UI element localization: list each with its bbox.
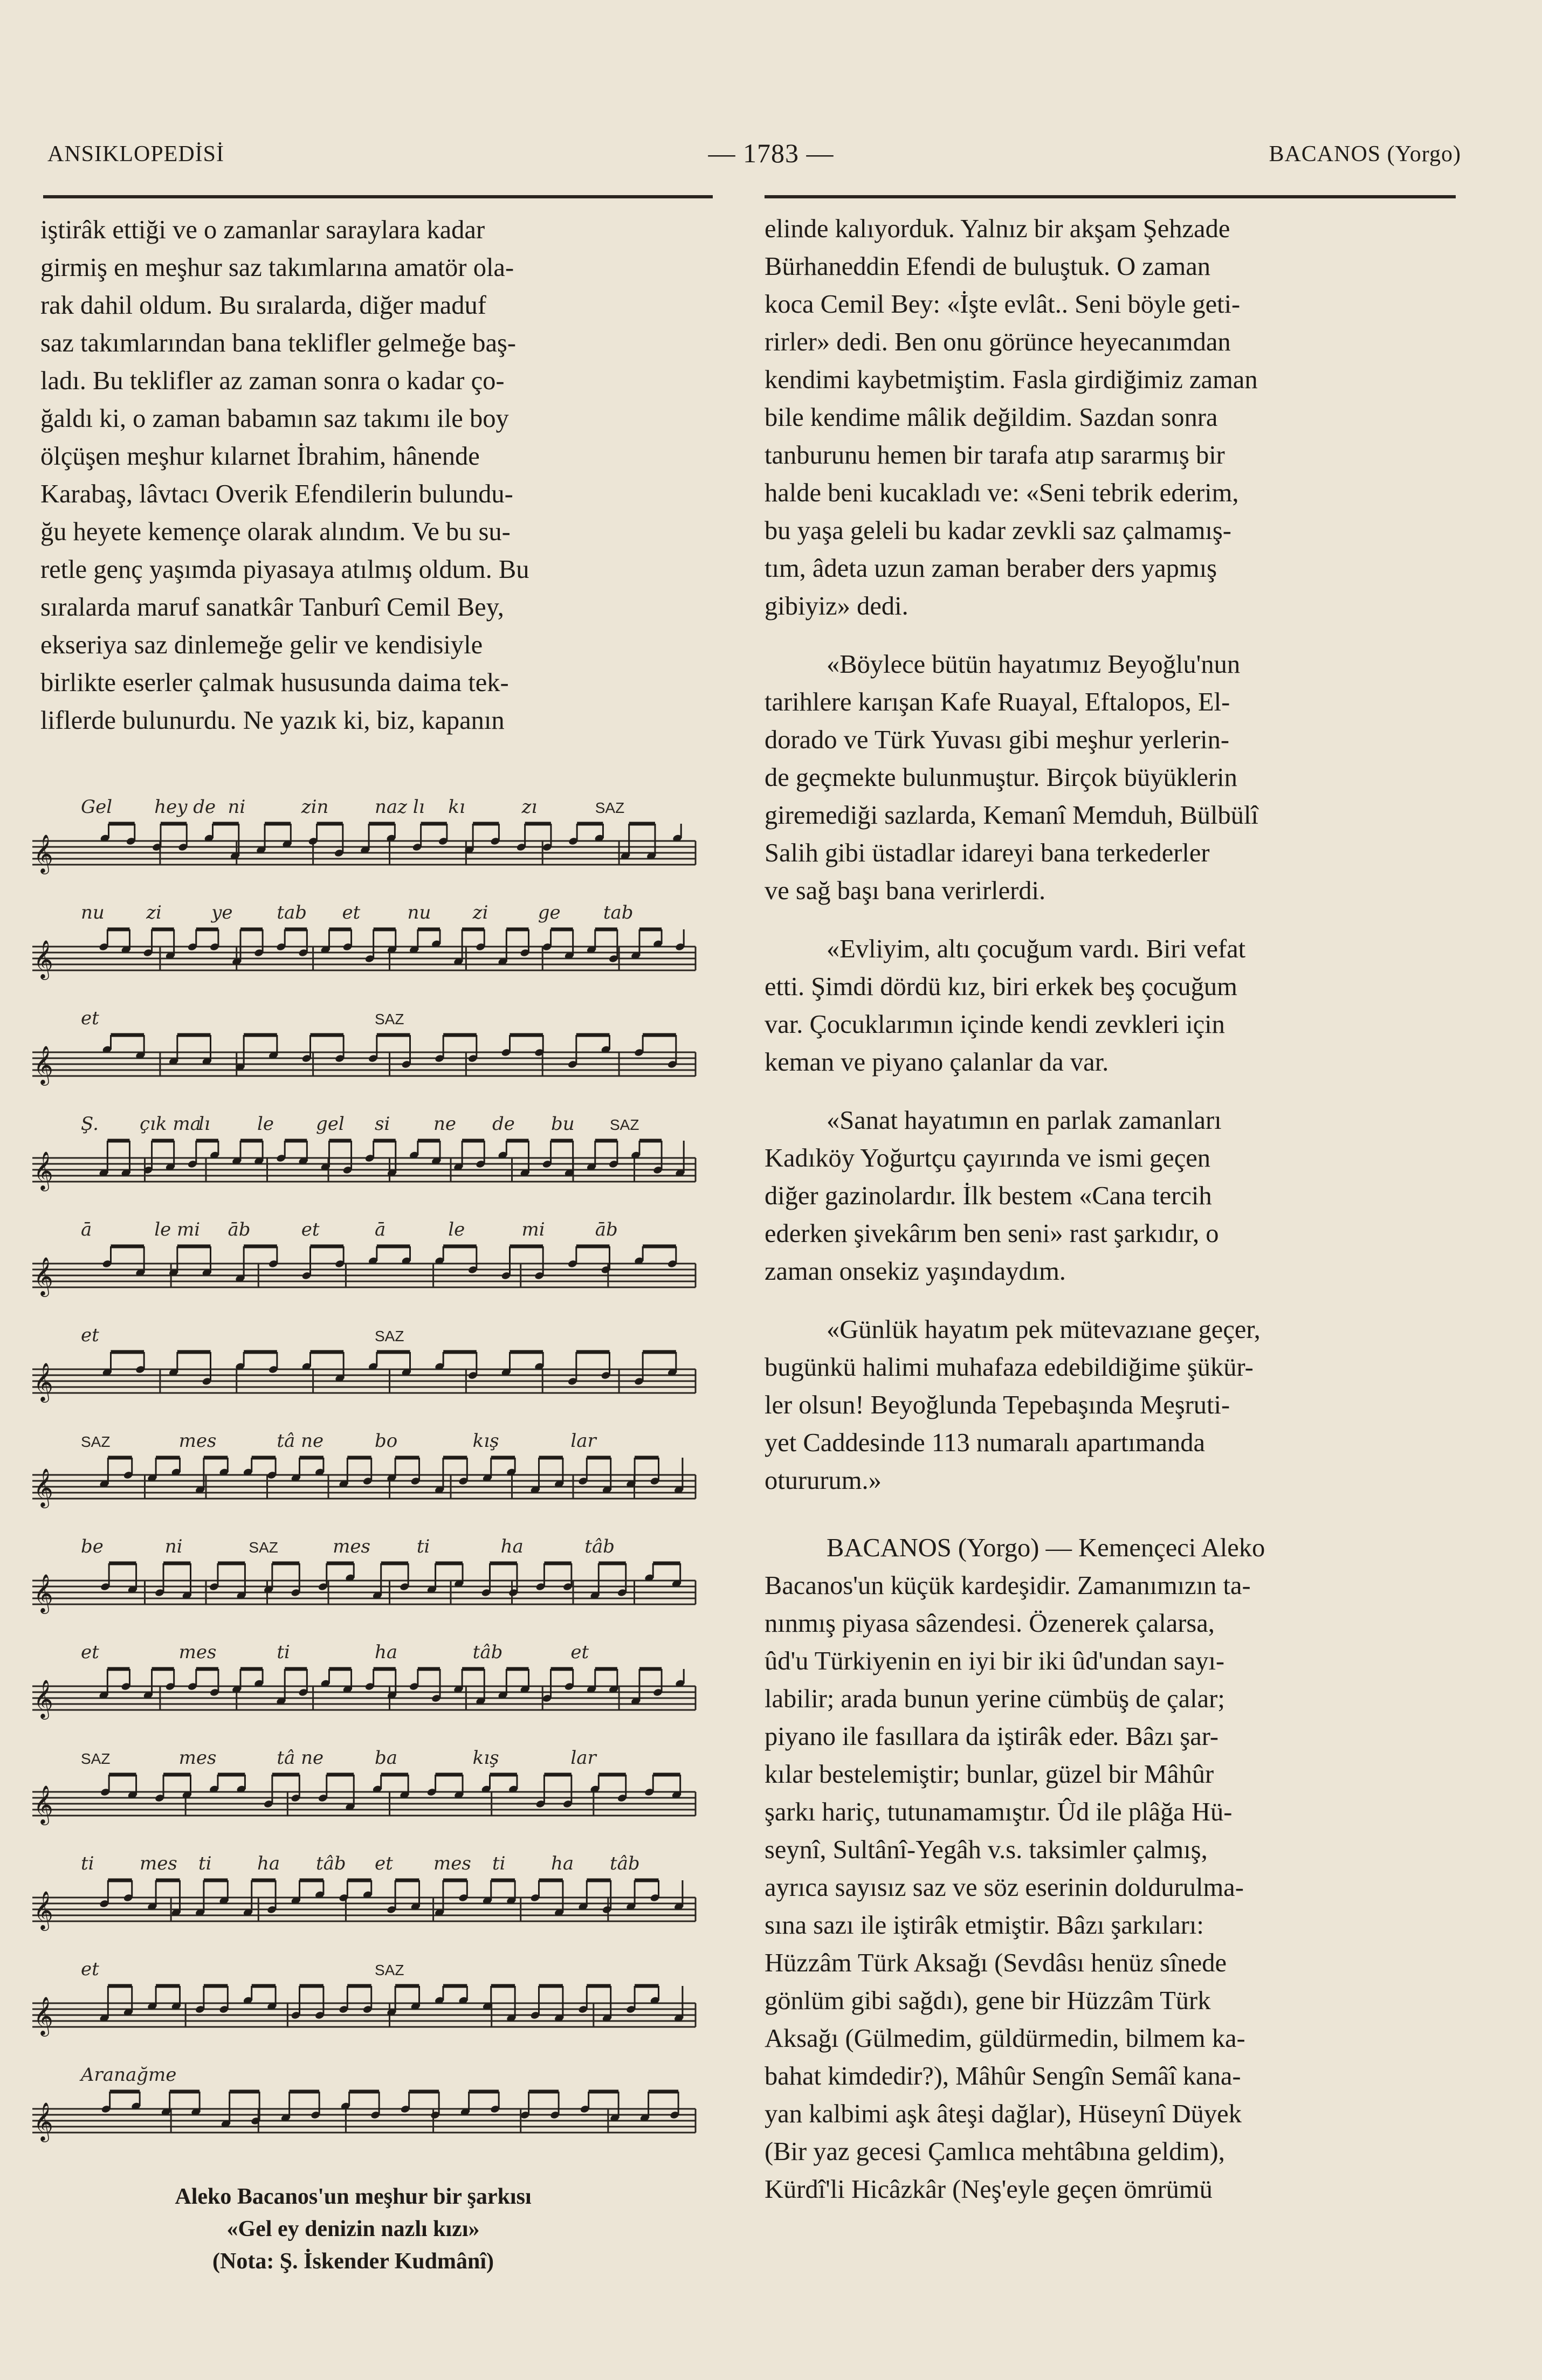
score-caption	[70, 2181, 636, 2278]
lyric-syllable: tab	[277, 902, 307, 923]
text-line: ler olsun! Beyoğlunda Tepebaşında Meşruti-	[765, 1391, 1230, 1419]
text-line: «Böylece bütün hayatımız Beyoğlu'nun	[827, 650, 1241, 679]
lyric-syllable: naz lı	[375, 796, 425, 818]
text-line: nınmış piyasa sâzendesi. Özenerek çalarsa,	[765, 1609, 1215, 1638]
lyric-syllable: āb	[228, 1219, 251, 1240]
treble-clef-icon: 𝄞	[33, 1470, 53, 1506]
lyric-syllable: nu	[407, 902, 431, 923]
treble-clef-icon: 𝄞	[33, 1575, 53, 1612]
lyric-syllable: kış	[472, 1747, 499, 1769]
text-line: koca Cemil Bey: «İşte evlât.. Seni böyle geti-	[765, 290, 1241, 319]
lyric-syllable: SAZ	[595, 799, 625, 816]
header-left: ANSIKLOPEDİSİ	[47, 142, 224, 167]
text-line: bile kendime mâlik değildim. Sazdan sonra	[765, 403, 1218, 432]
text-line: etti. Şimdi dördü kız, biri erkek beş çocuğum	[765, 972, 1237, 1001]
lyric-syllable: tâb	[316, 1853, 346, 1874]
text-line: Hüzzâm Türk Aksağı (Sevdâsı henüz sînede	[765, 1949, 1227, 1977]
lyric-syllable: ha	[375, 1641, 398, 1663]
text-line: giremediği sazlarda, Kemanî Memduh, Bülbülî	[765, 801, 1258, 830]
treble-clef-icon: 𝄞	[33, 1998, 53, 2034]
text-line: keman ve piyano çalanlar da var.	[765, 1048, 1109, 1077]
lyric-syllable: ti	[277, 1641, 290, 1663]
text-line: gönlüm gibi sağdı), gene bir Hüzzâm Türk	[765, 1986, 1211, 2015]
treble-clef-icon: 𝄞	[33, 941, 53, 978]
text-line: yan kalbimi aşk âteşi dağlar), Hüseynî Düyek	[765, 2100, 1242, 2128]
treble-clef-icon: 𝄞	[33, 1047, 53, 1084]
lyric-syllable: et	[81, 1641, 99, 1663]
entry-paragraph	[765, 1529, 1457, 2209]
lyric-syllable: et	[81, 1958, 99, 1980]
text-line: ölçüşen meşhur kılarnet İbrahim, hânende	[40, 442, 480, 471]
text-line: girmiş en meşhur saz takımlarına amatör ola-	[40, 253, 514, 282]
lyric-syllable: ye	[211, 902, 233, 923]
lyric-syllable: SAZ	[249, 1539, 278, 1556]
text-line: «Evliyim, altı çocuğum vardı. Biri vefat	[827, 935, 1246, 963]
lyric-syllable: ti	[81, 1853, 94, 1874]
treble-clef-icon: 𝄞	[33, 1681, 53, 1717]
lyric-syllable: le mi	[154, 1219, 201, 1240]
lyric-syllable: āb	[595, 1219, 618, 1240]
text-line: «Sanat hayatımın en parlak zamanları	[827, 1106, 1222, 1135]
lyric-syllable: lı	[198, 1113, 210, 1135]
lyric-syllable: SAZ	[81, 1433, 111, 1450]
lyric-syllable: et	[81, 1008, 99, 1029]
lyric-syllable: le	[257, 1113, 274, 1135]
text-line: Aksağı (Gülmedim, güldürmedin, bilmem ka-	[765, 2024, 1245, 2053]
lyric-syllable: ha	[500, 1536, 524, 1557]
text-line: birlikte eserler çalmak hususunda daima tek-	[40, 668, 509, 697]
text-line: ğu heyete kemençe olarak alındım. Ve bu su-	[40, 518, 511, 546]
lyric-syllable: SAZ	[81, 1750, 111, 1767]
text-line: (Bir yaz gecesi Çamlıca mehtâbına geldim),	[765, 2137, 1225, 2166]
lyric-syllable: lar	[570, 1430, 596, 1452]
music-score	[22, 790, 706, 2164]
paragraph	[765, 1102, 1457, 1291]
lyric-syllable: ha	[257, 1853, 280, 1874]
text-line: yet Caddesinde 113 numaralı apartımanda	[765, 1429, 1206, 1457]
text-line: rirler» dedi. Ben onu görünce heyecanımdan	[765, 328, 1231, 356]
lyric-syllable: çık ma	[140, 1113, 201, 1135]
text-line: elinde kalıyorduk. Yalnız bir akşam Şehzade	[765, 215, 1230, 243]
text-line: ederken şivekârım ben seni» rast şarkıdır, o	[765, 1219, 1219, 1248]
text-line: de geçmekte bulunmuştur. Birçok büyüklerin	[765, 763, 1237, 792]
text-line: Kürdî'li Hicâzkâr (Neş'eyle geçen ömrümü	[765, 2175, 1213, 2204]
lyric-syllable: zi	[472, 902, 488, 923]
lyric-syllable: kı	[448, 796, 465, 818]
lyric-syllable: zi	[146, 902, 162, 923]
music-score-drawing	[22, 790, 706, 2164]
lyric-syllable: Ş.	[81, 1113, 99, 1135]
treble-clef-icon: 𝄞	[33, 1153, 53, 1189]
lyric-syllable: et	[342, 902, 361, 923]
text-line: seynî, Sultânî-Yegâh v.s. taksimler çalmış,	[765, 1836, 1208, 1864]
lyric-syllable: ba	[375, 1747, 398, 1769]
caption-line: Aleko Bacanos'un meşhur bir şarkısı	[175, 2184, 532, 2209]
lyric-syllable: et	[570, 1641, 589, 1663]
text-line: tanburunu hemen bir tarafa atıp sararmış bir	[765, 441, 1225, 470]
lyric-syllable: mes	[178, 1641, 217, 1663]
lyric-syllable: SAZ	[375, 1011, 404, 1027]
text-line: iştirâk ettiği ve o zamanlar saraylara kadar	[40, 216, 485, 244]
header-rule-left	[43, 195, 713, 198]
text-line: var. Çocuklarımın içinde kendi zevkleri için	[765, 1010, 1225, 1039]
text-line: retle genç yaşımda piyasaya atılmış oldum. Bu	[40, 555, 529, 584]
lyric-syllable: lar	[570, 1747, 596, 1769]
text-line: ladı. Bu teklifler az zaman sonra o kadar ço-	[40, 367, 505, 395]
lyric-syllable: be	[81, 1536, 104, 1557]
lyric-syllable: bo	[375, 1430, 398, 1452]
text-line: sına sazı ile iştirâk etmiştir. Bâzı şarkıları:	[765, 1911, 1204, 1940]
text-line: rak dahil oldum. Bu sıralarda, diğer maduf	[40, 291, 486, 320]
text-line: Bürhaneddin Efendi de buluştuk. O zaman	[765, 252, 1210, 281]
text-line: şarkı hariç, tutunamamıştır. Ûd ile plâğa Hü-	[765, 1798, 1233, 1826]
text-line: labilir; arada bunun yerine cümbüş de çalar;	[765, 1685, 1225, 1713]
lyric-syllable: bu	[551, 1113, 575, 1135]
treble-clef-icon: 𝄞	[33, 1364, 53, 1401]
header-rule-right	[765, 195, 1456, 198]
lyric-syllable: nu	[81, 902, 105, 923]
paragraph	[765, 1311, 1457, 1500]
text-line: sıralarda maruf sanatkâr Tanburî Cemil Bey,	[40, 593, 504, 622]
caption-line: «Gel ey denizin nazlı kızı»	[226, 2217, 480, 2241]
lyric-syllable: et	[81, 1324, 99, 1346]
text-line: ekseriya saz dinlemeğe gelir ve kendisiyle	[40, 631, 483, 659]
lyric-syllable: Aranağme	[81, 2064, 177, 2086]
lyric-syllable: zin	[301, 796, 329, 818]
lyric-syllable: si	[375, 1113, 390, 1135]
lyric-syllable: mi	[521, 1219, 545, 1240]
text-line: piyano ile fasıllara da iştirâk eder. Bâzı şar-	[765, 1722, 1219, 1751]
paragraph	[765, 930, 1457, 1081]
header-right: BACANOS (Yorgo)	[1269, 142, 1461, 167]
text-line: Bacanos'un küçük kardeşidir. Zamanımızın ta-	[765, 1571, 1251, 1600]
lyric-syllable: tâ ne	[277, 1430, 324, 1452]
lyric-syllable: gel	[316, 1113, 345, 1135]
lyric-syllable: ni	[164, 1536, 183, 1557]
text-line: bahat kimdedir?), Mâhûr Sengîn Semâî kana-	[765, 2062, 1241, 2091]
lyric-syllable: et	[301, 1219, 320, 1240]
text-line: saz takımlarından bana teklifler gelmeğe baş-	[40, 329, 517, 357]
lyric-syllable: ti	[198, 1853, 212, 1874]
text-line: bu yaşa geleli bu kadar zevkli saz çalmamış-	[765, 516, 1231, 545]
lyric-syllable: ā	[81, 1219, 92, 1240]
lyric-syllable: Gel	[81, 796, 113, 818]
text-line: liflerde bulunurdu. Ne yazık ki, biz, kapanın	[40, 706, 505, 735]
text-line: ûd'u Türkiyenin en iyi bir iki ûd'undan sayı-	[765, 1647, 1225, 1675]
lyric-syllable: ha	[551, 1853, 574, 1874]
lyric-syllable: tab	[603, 902, 634, 923]
left-column-text	[40, 211, 706, 740]
text-line: tarihlere karışan Kafe Ruayal, Eftalopos, El-	[765, 688, 1230, 716]
right-column-text	[765, 210, 1457, 2209]
lyric-syllable: mes	[178, 1747, 217, 1769]
paragraph	[765, 646, 1457, 910]
caption-line: (Nota: Ş. İskender Kudmânî)	[212, 2249, 494, 2274]
text-line: tım, âdeta uzun zaman beraber ders yapmış	[765, 554, 1217, 583]
text-line: bugünkü halimi muhafaza edebildiğime şükür-	[765, 1353, 1254, 1382]
text-line: BACANOS (Yorgo) — Kemençeci Aleko	[827, 1534, 1265, 1562]
lyric-syllable: ni	[228, 796, 246, 818]
text-line: kılar bestelemiştir; bunlar, güzel bir Mâhûr	[765, 1760, 1214, 1789]
lyric-syllable: kış	[472, 1430, 499, 1452]
lyric-syllable: et	[375, 1853, 393, 1874]
text-line: kendimi kaybetmiştim. Fasla girdiğimiz zaman	[765, 365, 1258, 394]
lyric-syllable: tâ ne	[277, 1747, 324, 1769]
text-line: ve sağ başı bana verirlerdi.	[765, 877, 1046, 905]
paragraph	[765, 210, 1457, 625]
treble-clef-icon: 𝄞	[33, 1892, 53, 1929]
lyric-syllable: ti	[492, 1853, 506, 1874]
treble-clef-icon: 𝄞	[33, 1786, 53, 1823]
lyric-syllable: ge	[538, 902, 561, 923]
text-line: gibiyiz» dedi.	[765, 592, 908, 620]
lyric-syllable: mes	[178, 1430, 217, 1452]
text-line: dorado ve Türk Yuvası gibi meşhur yerlerin-	[765, 726, 1230, 754]
lyric-syllable: ti	[416, 1536, 430, 1557]
lyric-syllable: zı	[521, 796, 538, 818]
lyric-syllable: SAZ	[375, 1962, 404, 1978]
lyric-syllable: de	[492, 1113, 515, 1135]
text-line: halde beni kucakladı ve: «Seni tebrik ederim,	[765, 479, 1239, 507]
page-number: — 1783 —	[708, 138, 834, 168]
text-line: «Günlük hayatım pek mütevazıane geçer,	[827, 1315, 1261, 1344]
lyric-syllable: tâb	[610, 1853, 640, 1874]
treble-clef-icon: 𝄞	[33, 1258, 53, 1295]
text-line: ğaldı ki, o zaman babamın saz takımı ile boy	[40, 404, 509, 433]
lyric-syllable: mes	[433, 1853, 471, 1874]
lyric-syllable: tâb	[584, 1536, 615, 1557]
lyric-syllable: ā	[375, 1219, 386, 1240]
lyric-syllable: mes	[140, 1853, 177, 1874]
lyric-syllable: tâb	[472, 1641, 503, 1663]
text-line: Kadıköy Yoğurtçu çayırında ve ismi geçen	[765, 1144, 1211, 1172]
text-line: diğer gazinolardır. İlk bestem «Cana tercih	[765, 1182, 1212, 1210]
text-line: Karabaş, lâvtacı Overik Efendilerin bulundu-	[40, 480, 513, 508]
lyric-syllable: SAZ	[375, 1328, 404, 1344]
lyric-syllable: mes	[333, 1536, 370, 1557]
text-line: otururum.»	[765, 1466, 882, 1495]
lyric-syllable: ne	[433, 1113, 457, 1135]
lyric-syllable: le	[448, 1219, 465, 1240]
treble-clef-icon: 𝄞	[33, 2103, 53, 2140]
lyric-syllable: SAZ	[610, 1116, 639, 1133]
text-line: zaman onsekiz yaşındaydım.	[765, 1257, 1066, 1286]
treble-clef-icon: 𝄞	[33, 836, 53, 872]
lyric-syllable: hey de	[154, 796, 216, 818]
text-line: ayrıca sayısız saz ve söz eserinin doldurulma-	[765, 1873, 1244, 1902]
text-line: Salih gibi üstadlar idareyi bana terkederler	[765, 839, 1210, 867]
